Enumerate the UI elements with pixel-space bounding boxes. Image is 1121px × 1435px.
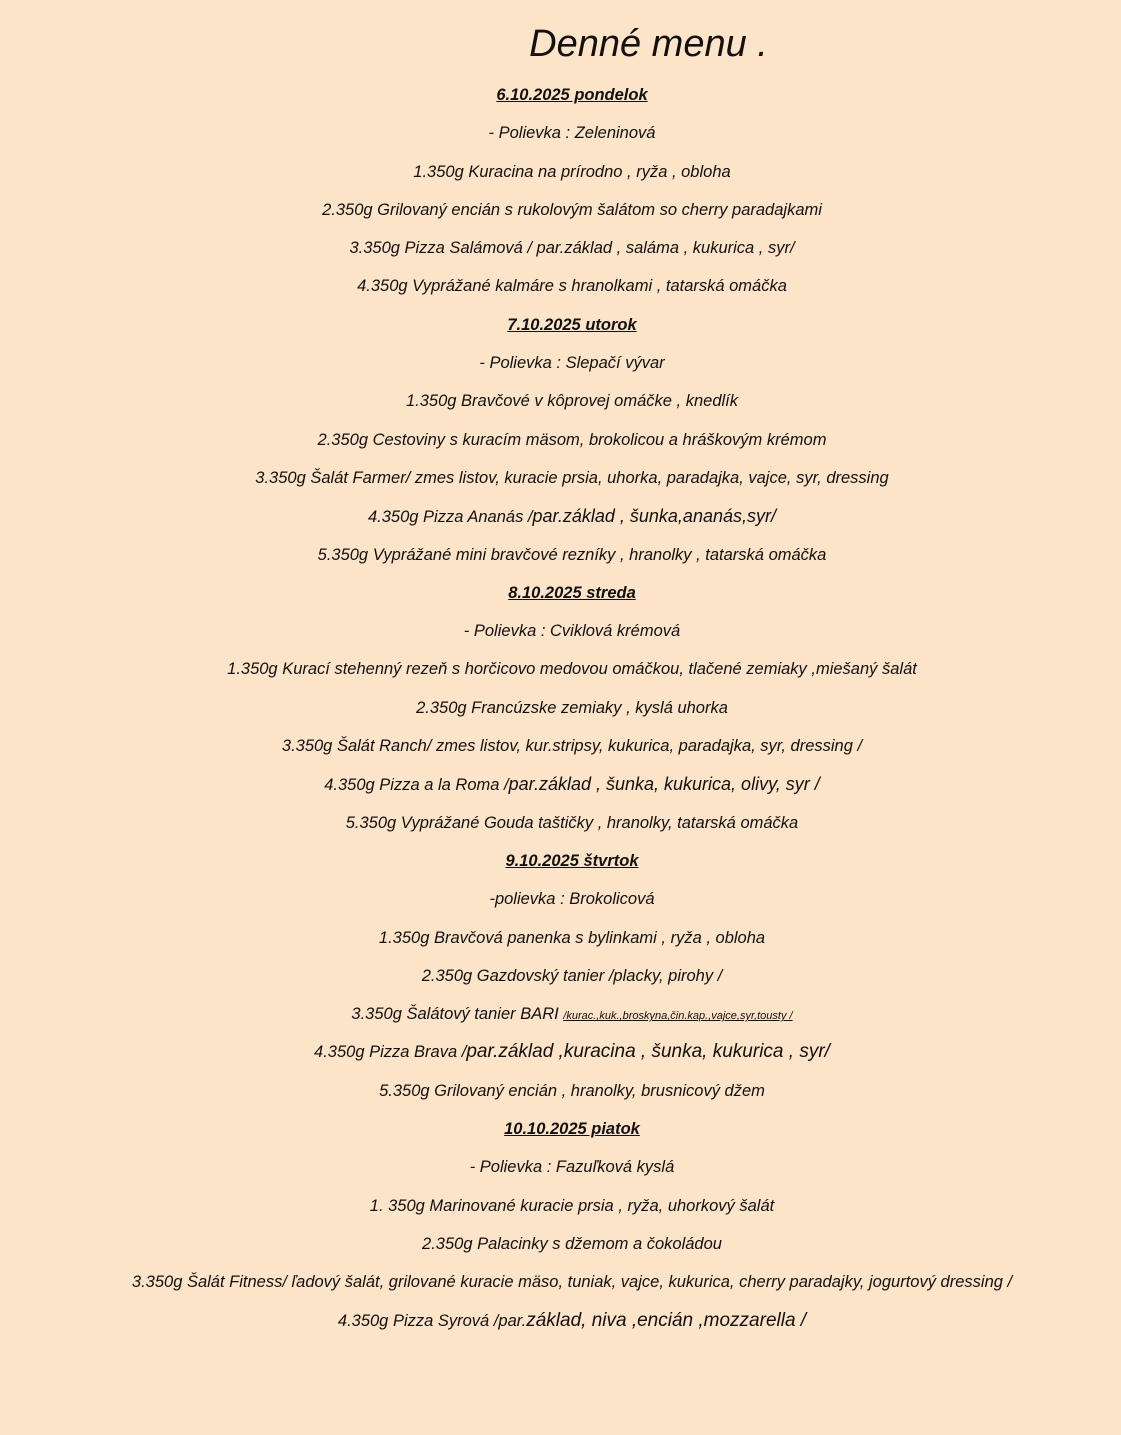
menu-item: 5.350g Vyprážané Gouda taštičky , hranolky, tatarská omáčka xyxy=(345,813,799,832)
menu-item: 2.350g Gazdovský tanier /placky, pirohy / xyxy=(421,966,723,985)
menu-item-main: 4.350g Pizza a la Roma / xyxy=(324,776,509,795)
menu-item xyxy=(0,765,1121,803)
menu-item: 5.350g Vyprážané mini bravčové rezníky , hranolky , tatarská omáčka xyxy=(317,545,827,564)
day-heading-wednesday: 8.10.2025 streda xyxy=(508,583,636,602)
menu-item: 2.350g Francúzske zemiaky , kyslá uhorka xyxy=(416,698,728,717)
menu-item: 1. 350g Marinované kuracie prsia , ryža, uhorkový šalát xyxy=(369,1196,775,1215)
menu-item-main: 3.350g Šalátový tanier BARI xyxy=(351,1005,564,1024)
menu-item: - Polievka : Zeleninová xyxy=(488,124,656,143)
menu-item xyxy=(0,1302,1121,1340)
menu-item: 3.350g Šalát Farmer/ zmes listov, kuracie prsia, uhorka, paradajka, vajce, syr, dressing xyxy=(255,468,889,487)
menu-item-detail: par.základ ,kuracina , šunka, kukurica , syr/ xyxy=(466,1041,830,1063)
menu-item-main: 4.350g Pizza Brava / xyxy=(314,1043,467,1062)
menu-item-detail: základ, niva ,encián ,mozzarella / xyxy=(526,1309,807,1331)
menu-item: - Polievka : Slepačí vývar xyxy=(479,354,665,373)
menu-item: 2.350g Palacinky s džemom a čokoládou xyxy=(422,1234,722,1253)
menu-item-detail: par.základ , šunka,ananás,syr/ xyxy=(532,506,776,527)
menu-item: 3.350g Šalát Fitness/ ľadový šalát, grilované kuracie mäso, tuniak, vajce, kukurica, cherry paradajky, jogurtový dressing / xyxy=(131,1273,1013,1292)
menu-item: 3.350g Šalát Ranch/ zmes listov, kur.stripsy, kukurica, paradajka, syr, dressing / xyxy=(281,737,863,756)
menu-item-detail: /kurac.,kuk.,broskyna,čin.kap.,vajce,syr,tousty / xyxy=(563,1010,793,1023)
menu-item: 4.350g Vyprážané kalmáre s hranolkami , tatarská omáčka xyxy=(357,277,787,296)
menu-item-detail: par.základ , šunka, kukurica, olivy, syr / xyxy=(508,774,820,795)
page-title: Denné menu . xyxy=(529,23,768,65)
day-heading-thursday: 9.10.2025 štvrtok xyxy=(505,851,639,870)
menu-list xyxy=(0,76,1121,1340)
menu-item: 5.350g Grilovaný encián , hranolky, brusnicový džem xyxy=(379,1081,765,1100)
menu-item-main: 4.350g Pizza Ananás / xyxy=(368,508,533,527)
menu-item xyxy=(0,497,1121,535)
menu-item: 2.350g Cestoviny s kuracím mäsom, brokolicou a hráškovým krémom xyxy=(317,430,827,449)
menu-item: -polievka : Brokolicová xyxy=(489,890,655,909)
menu-item: - Polievka : Fazuľková kyslá xyxy=(469,1158,675,1177)
menu-item: 3.350g Pizza Salámová / par.základ , saláma , kukurica , syr/ xyxy=(349,239,795,258)
day-heading-friday: 10.10.2025 piatok xyxy=(504,1120,640,1139)
day-heading-monday: 6.10.2025 pondelok xyxy=(496,86,648,104)
menu-item xyxy=(0,1033,1121,1071)
menu-item: 1.350g Bravčová panenka s bylinkami , ryža , obloha xyxy=(378,928,766,947)
menu-item: 1.350g Bravčové v kôprovej omáčke , knedlík xyxy=(405,392,738,411)
menu-item-main: 4.350g Pizza Syrová /par. xyxy=(337,1311,527,1330)
menu-item: - Polievka : Cviklová krémová xyxy=(463,622,681,641)
menu-item xyxy=(0,995,1121,1033)
day-heading-tuesday: 7.10.2025 utorok xyxy=(507,315,637,334)
menu-item: 1.350g Kurací stehenný rezeň s horčicovo medovou omáčkou, tlačené zemiaky ,miešaný šalát xyxy=(227,660,917,679)
menu-item: 2.350g Grilovaný encián s rukolovým šalátom so cherry paradajkami xyxy=(322,200,822,219)
menu-item: 1.350g Kuracina na prírodno , ryža , obloha xyxy=(413,162,731,181)
